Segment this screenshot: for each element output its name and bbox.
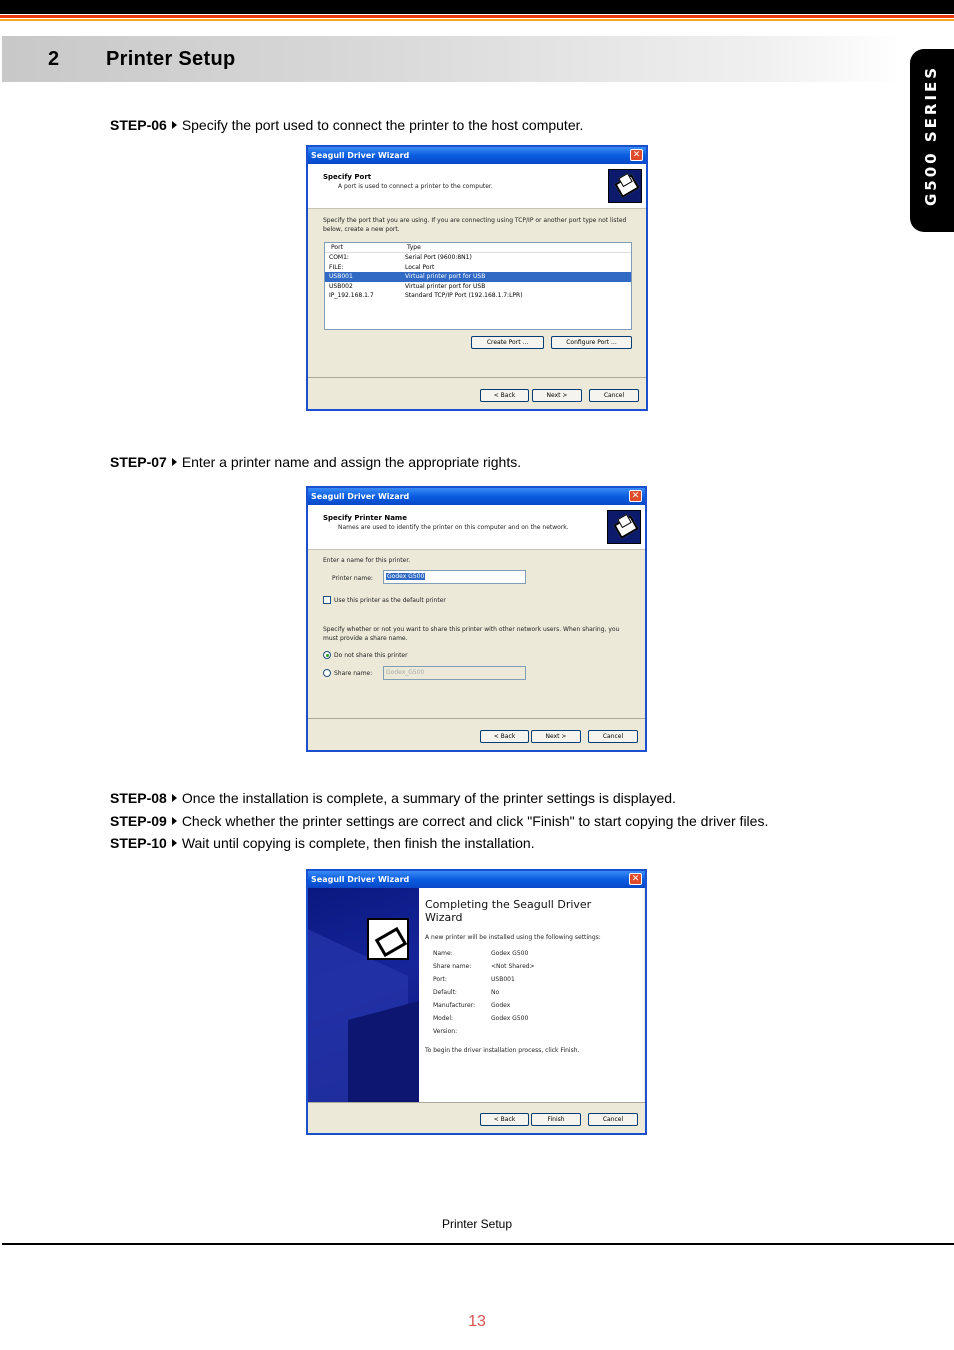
- port-row[interactable]: [325, 291, 631, 301]
- column-header-type[interactable]: Type: [407, 244, 421, 251]
- dialog-instructions: Specify the port that you are using. If you are connecting using TCP/IP or another port type not listed below, create a new port.: [323, 217, 627, 233]
- port-name: USB002: [329, 282, 353, 290]
- step-tag: STEP-06: [110, 117, 167, 133]
- cancel-button[interactable]: Cancel: [589, 389, 639, 402]
- wizard-body: [419, 888, 644, 1102]
- step-09: [110, 813, 768, 829]
- setting-value: USB001: [491, 976, 515, 983]
- step-tag: STEP-08: [110, 790, 167, 806]
- setting-label: Port:: [433, 976, 447, 983]
- step-arrow-icon: [172, 458, 177, 466]
- dialog-title-bar: [308, 147, 646, 164]
- share-instructions: Specify whether or not you want to share this printer with other network users. When sharing, you must provide a share name.: [323, 626, 620, 642]
- do-not-share-label: Do not share this printer: [334, 652, 408, 659]
- setting-label: Default:: [433, 989, 457, 996]
- wizard-banner: [308, 888, 419, 1102]
- section-title: Printer Setup: [106, 48, 236, 70]
- setting-value: <Not Shared>: [491, 963, 535, 970]
- dialog-title: Seagull Driver Wizard: [311, 492, 410, 501]
- dialog-subheading: A port is used to connect a printer to the computer.: [338, 183, 493, 190]
- dialog-subheading: Names are used to identify the printer on this computer and on the network.: [338, 524, 569, 531]
- dialog-heading: Specify Printer Name: [323, 514, 407, 522]
- port-type: Virtual printer port for USB: [405, 282, 486, 290]
- share-name-input[interactable]: Godex_G500: [383, 666, 526, 680]
- dialog-title: Seagull Driver Wizard: [311, 875, 410, 884]
- port-name: IP_192.168.1.7: [329, 292, 374, 299]
- printer-name-label: Printer name:: [332, 575, 373, 582]
- setting-value: Godex G500: [491, 950, 529, 957]
- step-06: [110, 117, 583, 133]
- port-list[interactable]: [324, 242, 632, 330]
- back-button[interactable]: < Back: [480, 1113, 529, 1126]
- port-row[interactable]: [325, 253, 631, 263]
- printer-name-dialog: [306, 486, 647, 752]
- share-name-radio[interactable]: [323, 669, 331, 677]
- step-08: [110, 790, 676, 806]
- printer-name-input[interactable]: [383, 570, 526, 584]
- printer-icon: [367, 918, 409, 960]
- completion-dialog: [306, 869, 647, 1135]
- default-printer-label: Use this printer as the default printer: [334, 597, 446, 604]
- completion-intro: A new printer will be installed using the following settings:: [425, 934, 601, 941]
- step-text: Once the installation is complete, a summary of the printer settings is displayed.: [181, 790, 676, 806]
- close-icon[interactable]: ✕: [629, 873, 642, 885]
- port-row[interactable]: [325, 282, 631, 292]
- share-name-label: Share name:: [334, 670, 373, 677]
- step-text: Check whether the printer settings are correct and click "Finish" to start copying the driver files.: [181, 813, 769, 829]
- cancel-button[interactable]: Cancel: [588, 730, 638, 743]
- setting-value: Godex G500: [491, 1015, 529, 1022]
- setting-label: Name:: [433, 950, 453, 957]
- setting-label: Manufacturer:: [433, 1002, 476, 1009]
- step-text: Enter a printer name and assign the appropriate rights.: [181, 454, 522, 470]
- footer-line: [2, 1243, 954, 1245]
- step-tag: STEP-10: [110, 835, 167, 851]
- top-red-stripe: [0, 15, 954, 18]
- printer-name-value: Godex G500: [387, 573, 425, 580]
- enter-name-label: Enter a name for this printer.: [323, 557, 411, 564]
- finish-button[interactable]: Finish: [531, 1113, 581, 1126]
- top-black-bar: [0, 0, 954, 14]
- step-tag: STEP-07: [110, 454, 167, 470]
- port-type: Serial Port (9600:8N1): [405, 254, 472, 261]
- step-tag: STEP-09: [110, 813, 167, 829]
- port-type: Local Port: [405, 263, 435, 271]
- setting-label: Share name:: [433, 963, 472, 970]
- page-number: 13: [468, 1313, 486, 1330]
- port-row-selected[interactable]: [325, 272, 631, 282]
- close-icon[interactable]: ✕: [630, 149, 643, 161]
- port-name: COM1:: [329, 254, 349, 261]
- dialog-title: Seagull Driver Wizard: [311, 151, 410, 160]
- completion-heading: Completing the Seagull Driver Wizard: [425, 898, 592, 924]
- port-name: FILE:: [329, 263, 344, 271]
- next-button[interactable]: Next >: [532, 389, 582, 402]
- top-orange-stripe: [0, 19, 954, 21]
- completion-outro: To begin the driver installation process, click Finish.: [425, 1047, 580, 1054]
- port-type: Virtual printer port for USB: [405, 273, 486, 280]
- step-arrow-icon: [172, 121, 177, 129]
- configure-port-button[interactable]: Configure Port ...: [551, 336, 632, 349]
- port-dialog: [306, 145, 648, 411]
- printer-icon: [607, 510, 641, 544]
- step-text: Wait until copying is complete, then finish the installation.: [181, 835, 535, 851]
- setting-value: No: [491, 989, 500, 996]
- port-row[interactable]: [325, 263, 631, 273]
- step-10: [110, 835, 535, 851]
- series-label: G500 SERIES: [922, 64, 940, 206]
- footer-divider: [308, 1102, 645, 1103]
- setting-label: Version:: [433, 1028, 458, 1035]
- dialog-title-bar: [308, 488, 645, 505]
- cancel-button[interactable]: Cancel: [588, 1113, 638, 1126]
- port-list-header: [325, 243, 631, 253]
- step-arrow-icon: [172, 794, 177, 802]
- column-header-port[interactable]: Port: [331, 244, 343, 251]
- step-text: Specify the port used to connect the printer to the host computer.: [181, 117, 584, 133]
- dialog-header: [308, 505, 645, 550]
- section-header: [2, 36, 902, 82]
- footer-divider: [308, 377, 646, 378]
- back-button[interactable]: < Back: [480, 730, 529, 743]
- footer-divider: [308, 718, 645, 719]
- dialog-heading: Specify Port: [323, 173, 372, 181]
- port-type: Standard TCP/IP Port (192.168.1.7:LPR): [405, 292, 523, 299]
- close-icon[interactable]: ✕: [629, 490, 642, 502]
- next-button[interactable]: Next >: [531, 730, 581, 743]
- footer-label: Printer Setup: [441, 1217, 513, 1231]
- step-arrow-icon: [172, 817, 177, 825]
- port-name: USB001: [329, 273, 353, 280]
- setting-label: Model:: [433, 1015, 454, 1022]
- step-arrow-icon: [172, 839, 177, 847]
- do-not-share-radio[interactable]: [323, 651, 331, 659]
- dialog-title-bar: [308, 871, 645, 888]
- setting-value: Godex: [491, 1002, 511, 1009]
- back-button[interactable]: < Back: [480, 389, 529, 402]
- dialog-header: [308, 164, 646, 209]
- create-port-button[interactable]: Create Port ...: [471, 336, 544, 349]
- section-number: 2: [48, 48, 60, 70]
- default-printer-checkbox[interactable]: [323, 596, 331, 604]
- printer-icon: [608, 169, 642, 203]
- step-07: [110, 454, 521, 470]
